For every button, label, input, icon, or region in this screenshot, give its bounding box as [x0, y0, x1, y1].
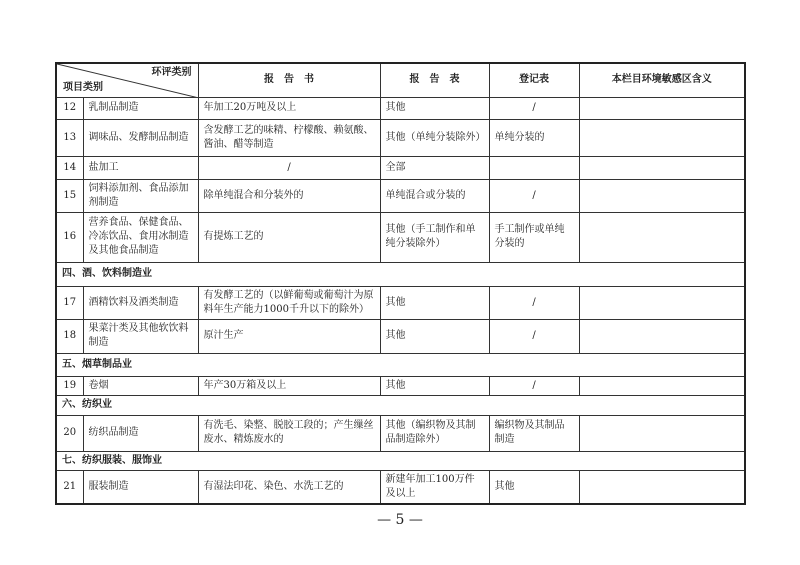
section-row [56, 395, 745, 415]
section-title: 六、纺织业 [56, 395, 745, 415]
sensitive-area-cell [579, 286, 745, 319]
report-table-cell: 单纯混合或分装的 [380, 179, 489, 212]
project-name: 服装制造 [83, 470, 198, 504]
section-row [56, 451, 745, 470]
section-row [56, 353, 745, 376]
report-book-cell: 有湿法印花、染色、水洗工艺的 [198, 470, 380, 504]
register-cell: / [489, 376, 579, 395]
project-name: 调味品、发酵制品制造 [83, 119, 198, 156]
section-row [56, 262, 745, 286]
table-row [56, 415, 745, 451]
header-report-table: 报 告 表 [380, 63, 489, 97]
sensitive-area-cell [579, 156, 745, 179]
sensitive-area-cell [579, 415, 745, 451]
project-name: 纺织品制造 [83, 415, 198, 451]
report-book-cell: 有发酵工艺的（以鲜葡萄或葡萄汁为原料年生产能力1000千升以下的除外） [198, 286, 380, 319]
page-number: — 5 — [377, 512, 423, 528]
report-table-cell: 新建年加工100万件及以上 [380, 470, 489, 504]
project-name: 盐加工 [83, 156, 198, 179]
sensitive-area-cell [579, 179, 745, 212]
table-row [56, 376, 745, 395]
report-book-cell: 有洗毛、染整、脱胶工段的；产生缫丝废水、精炼废水的 [198, 415, 380, 451]
table-row [56, 470, 745, 504]
project-name: 酒精饮料及酒类制造 [83, 286, 198, 319]
sensitive-area-cell [579, 470, 745, 504]
register-cell: 其他 [489, 470, 579, 504]
report-book-cell: 除单纯混合和分装外的 [198, 179, 380, 212]
section-title: 七、纺织服装、服饰业 [56, 451, 745, 470]
project-name: 卷烟 [83, 376, 198, 395]
project-name: 乳制品制造 [83, 97, 198, 119]
header-row [56, 63, 745, 97]
table-row [56, 119, 745, 156]
register-cell: / [489, 179, 579, 212]
register-cell: 单纯分装的 [489, 119, 579, 156]
table-row [56, 286, 745, 319]
table-row [56, 212, 745, 262]
table-row [56, 97, 745, 119]
report-table-cell: 其他（手工制作和单纯分装除外） [380, 212, 489, 262]
sensitive-area-cell [579, 97, 745, 119]
report-table-cell: 其他 [380, 376, 489, 395]
sensitive-area-cell [579, 119, 745, 156]
report-book-cell: 原汁生产 [198, 319, 380, 353]
row-number: 19 [56, 376, 83, 395]
row-number: 14 [56, 156, 83, 179]
header-project-category: 项目类别 [63, 81, 103, 93]
row-number: 20 [56, 415, 83, 451]
row-number: 15 [56, 179, 83, 212]
report-table-cell: 其他（单纯分装除外） [380, 119, 489, 156]
header-register: 登记表 [489, 63, 579, 97]
row-number: 17 [56, 286, 83, 319]
report-book-cell: 含发酵工艺的味精、柠檬酸、赖氨酸、酱油、醋等制造 [198, 119, 380, 156]
report-table-cell: 其他 [380, 286, 489, 319]
register-cell: 编织物及其制品制造 [489, 415, 579, 451]
report-table-cell: 其他 [380, 319, 489, 353]
sensitive-area-cell [579, 212, 745, 262]
table-row [56, 179, 745, 212]
row-number: 13 [56, 119, 83, 156]
report-book-cell: 有提炼工艺的 [198, 212, 380, 262]
register-cell [489, 156, 579, 179]
report-table-cell: 全部 [380, 156, 489, 179]
table-row [56, 156, 745, 179]
report-table-cell: 其他（编织物及其制品制造除外） [380, 415, 489, 451]
sensitive-area-cell [579, 376, 745, 395]
register-cell: 手工制作或单纯分装的 [489, 212, 579, 262]
section-title: 五、烟草制品业 [56, 353, 745, 376]
report-book-cell: / [198, 156, 380, 179]
header-sensitive-area: 本栏目环境敏感区含义 [579, 63, 745, 97]
classification-table [55, 62, 746, 505]
row-number: 16 [56, 212, 83, 262]
project-name: 果菜汁类及其他软饮料制造 [83, 319, 198, 353]
register-cell: / [489, 97, 579, 119]
header-env-category: 环评类别 [151, 67, 192, 78]
project-name: 营养食品、保健食品、冷冻饮品、食用冰制造及其他食品制造 [83, 212, 198, 262]
report-book-cell: 年产30万箱及以上 [198, 376, 380, 395]
sensitive-area-cell [579, 319, 745, 353]
register-cell: / [489, 286, 579, 319]
register-cell: / [489, 319, 579, 353]
report-table-cell: 其他 [380, 97, 489, 119]
row-number: 12 [56, 97, 83, 119]
row-number: 21 [56, 470, 83, 504]
row-number: 18 [56, 319, 83, 353]
header-report-book: 报 告 书 [198, 63, 380, 97]
table-row [56, 319, 745, 353]
report-book-cell: 年加工20万吨及以上 [198, 97, 380, 119]
diagonal-header-cell [56, 63, 198, 97]
section-title: 四、酒、饮料制造业 [56, 262, 745, 286]
project-name: 饲料添加剂、食品添加剂制造 [83, 179, 198, 212]
